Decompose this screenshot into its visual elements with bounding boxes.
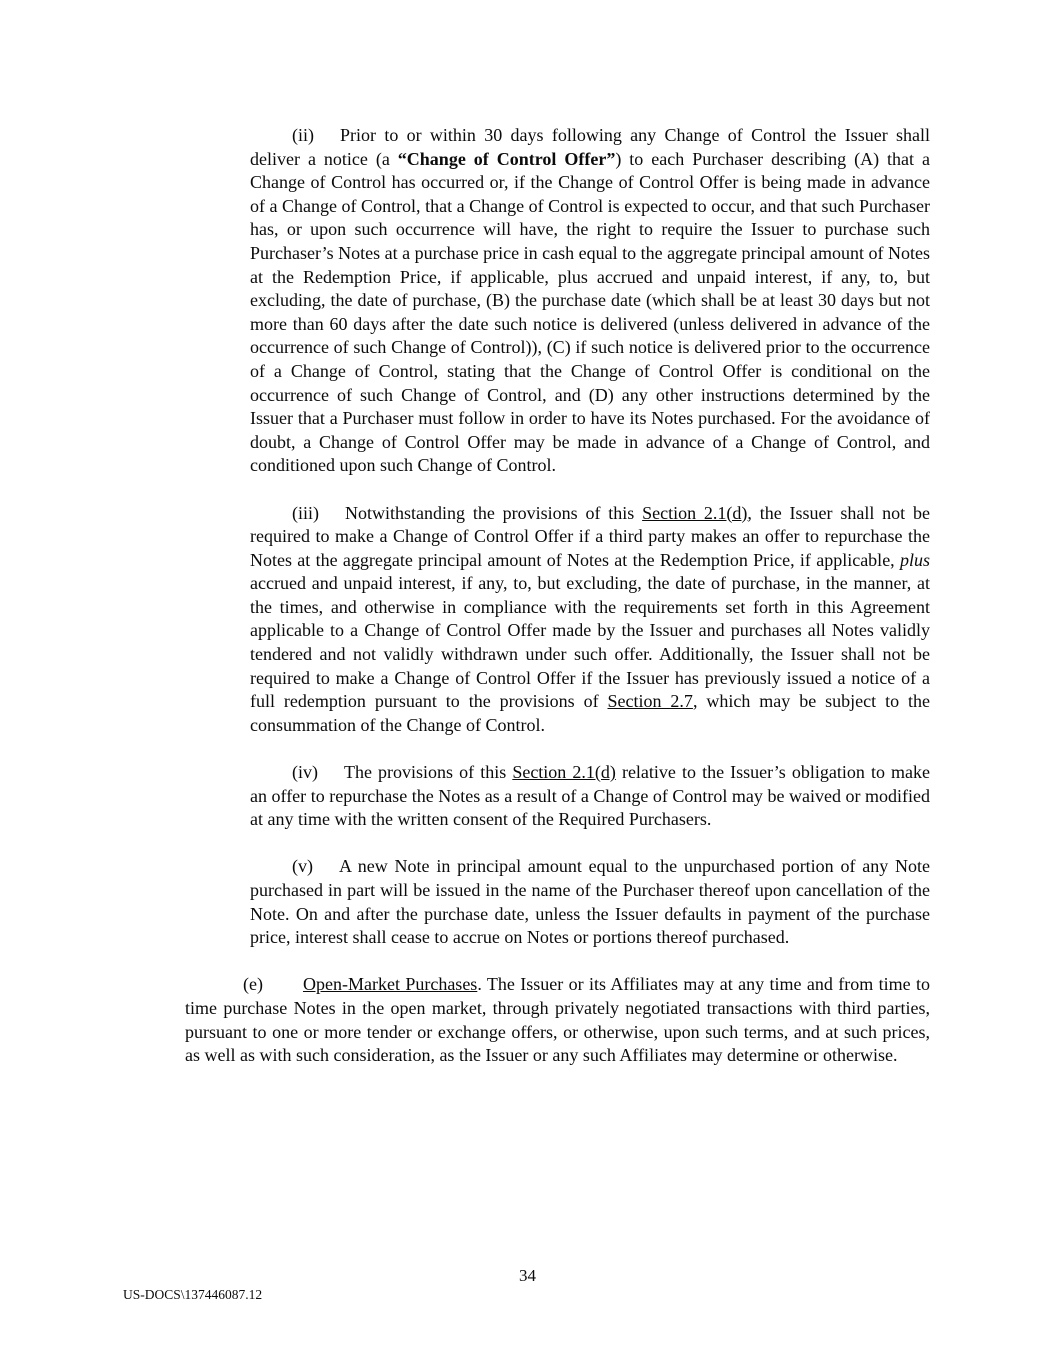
text-segment: , which may be subject to the consummation of the Change of Control. [250,691,930,735]
paragraph-iv [250,761,930,832]
text-segment: plus [899,549,930,570]
text-segment: . The Issuer or its Affiliates may at any time and from time to time purchase Notes in the open market, through privately negotiated transactions with third parties, pursuant to one or more tender or exchange offers, or otherwise, upon such terms, and at such prices, as well as with such consideration, as the Issuer or any such Affiliates may determine or otherwise. [185,974,930,1066]
text-segment: (v) [292,856,313,877]
text-segment: Open-Market Purchases [302,974,478,995]
text-segment: (iv) [292,762,318,783]
text-segment: (iii) [292,502,319,523]
text-segment: accrued and unpaid interest, if any, to, but excluding, the date of purchase, in the manner, at the times, and otherwise in compliance with the requirements set forth in this Agreement applicable to a Change of Control Offer made by the Issuer and purchases all Notes validly tendered and not validly withdrawn under such offer. Additionally, the Issuer shall not be required to make a Change of Control Offer if the Issuer has previously issued a notice of a full redemption pursuant to the provisions of [250,573,930,712]
text-segment: Prior to or within 30 days following any Change of Control the Issuer shall deliver a notice (a [250,125,930,169]
document-id-footer: US-DOCS\137446087.12 [123,1287,263,1302]
text-segment: Notwithstanding the provisions of this [345,502,643,523]
paragraph-iii [250,502,930,738]
page-number: 34 [519,1266,536,1285]
text-segment: (e) [243,974,263,995]
text-segment: , the Issuer shall not be required to make a Change of Control Offer if a third party makes an offer to repurchase the Notes at the aggregate principal amount of Notes at the Redemption Price, if applicable, [250,502,930,570]
text-segment: The provisions of this [344,762,513,783]
text-segment: relative to the Issuer’s obligation to make an offer to repurchase the Notes as a result of a Change of Control may be waived or modified at any time with the written consent of the Required Purchasers. [250,762,931,830]
paragraph-ii [250,124,930,478]
page-body [185,124,930,1091]
text-segment: A new Note in principal amount equal to the unpurchased portion of any Note purchased in part will be issued in the name of the Purchaser thereof upon cancellation of the Note. On and after the purchase date, unless the Issuer defaults in payment of the purchase price, interest shall cease to accrue on Notes or portions thereof purchased. [250,856,930,948]
text-segment: (ii) [292,125,314,145]
text-segment: Section 2.1(d) [642,502,748,523]
text-segment: “Change of Control Offer” [397,148,616,169]
paragraph-v [250,855,930,949]
text-segment: Section 2.1(d) [512,762,616,783]
text-segment: ) to each Purchaser describing (A) that a Change of Control has occurred or, if the Change of Control Offer is being made in advance of a Change of Control, that a Change of Control is expected to occur, and that such Purchaser has, or upon such occurrence will have, the right to require the Issuer to purchase such Purchaser’s Notes at a purchase price in cash equal to the aggregate principal amount of Notes at the Redemption Price, if applicable, plus accrued and unpaid interest, if any, to, but excluding, the date of purchase, (B) the purchase date (which shall be at least 30 days but not more than 60 days after the date such notice is delivered (unless delivered in advance of the occurrence of such Change of Control)), (C) if such notice is delivered prior to the occurrence of a Change of Control, stating that the Change of Control Offer is conditional on the occurrence of such Change of Control, and (D) any other instructions determined by the Issuer that a Purchaser must follow in order to have its Notes purchased. For the avoidance of doubt, a Change of Control Offer may be made in advance of a Change of Control, and conditioned upon such Change of Control. [250,148,930,476]
paragraph-e [185,973,930,1067]
text-segment: Section 2.7 [607,691,693,712]
